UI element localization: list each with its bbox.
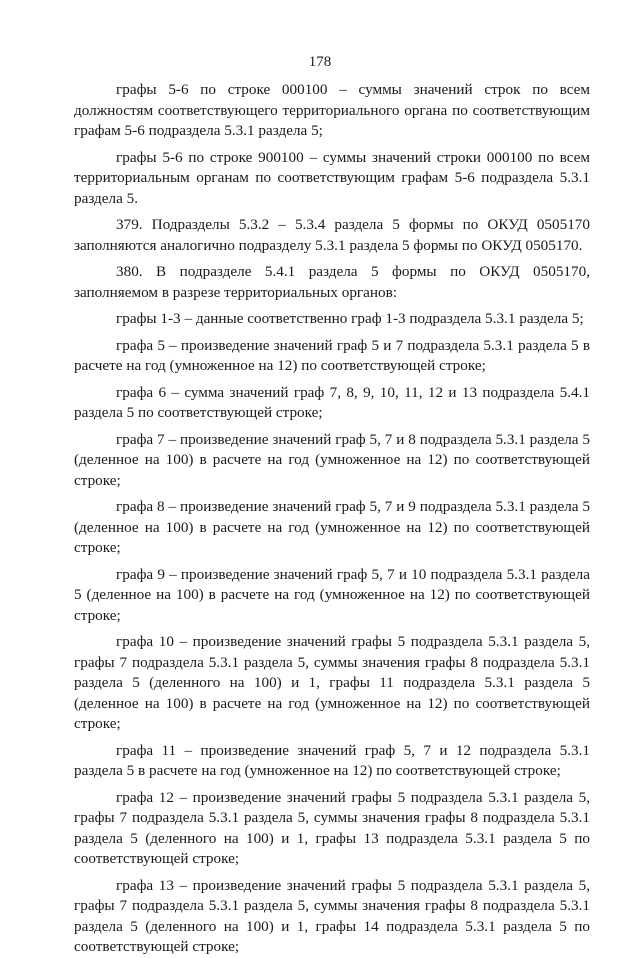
paragraph: графа 5 – произведение значений граф 5 и 7 подраздела 5.3.1 раздела 5 в расчете на год (умноженное на 12) по соответствующей строке;	[74, 336, 590, 374]
paragraph: графа 6 – сумма значений граф 7, 8, 9, 10, 11, 12 и 13 подраздела 5.4.1 раздела 5 по соответствующей строке;	[74, 383, 590, 421]
paragraph: графа 9 – произведение значений граф 5, 7 и 10 подраздела 5.3.1 раздела 5 (деленное на 100) в расчете на год (умноженное на 12) по соответствующей строке;	[74, 565, 590, 624]
paragraph: графа 10 – произведение значений графы 5 подраздела 5.3.1 раздела 5, графы 7 подраздела 5.3.1 раздела 5, суммы значения графы 8 подраздела 5.3.1 раздела 5 (деленного на 100) и 1, графы 11 подраздела 5.3.1 раздела 5 (деленное на 100) в расчете на год (умноженное на 12) по соответствующей строке;	[74, 633, 590, 732]
paragraph: графа 11 – произведение значений граф 5, 7 и 12 подраздела 5.3.1 раздела 5 в расчете на год (умноженное на 12) по соответствующей строке;	[74, 741, 590, 779]
paragraph: графы 1-3 – данные соответственно граф 1-3 подраздела 5.3.1 раздела 5;	[116, 310, 584, 327]
paragraph: графа 12 – произведение значений графы 5 подраздела 5.3.1 раздела 5, графы 7 подраздела 5.3.1 раздела 5, суммы значения графы 8 подраздела 5.3.1 раздела 5 (деленного на 100) и 1, графы 13 подраздела 5.3.1 раздела 5 по соответствующей строке;	[74, 788, 590, 867]
paragraph: графа 13 – произведение значений графы 5 подраздела 5.3.1 раздела 5, графы 7 подраздела 5.3.1 раздела 5, суммы значения графы 8 подраздела 5.3.1 раздела 5 (деленного на 100) и 1, графы 14 подраздела 5.3.1 раздела 5 по соответствующей строке;	[74, 876, 590, 955]
paragraph: графа 7 – произведение значений граф 5, 7 и 8 подраздела 5.3.1 раздела 5 (деленное на 100) в расчете на год (умноженное на 12) по соответствующей строке;	[74, 430, 590, 489]
page-number: 178	[308, 54, 332, 70]
paragraph: 380. В подразделе 5.4.1 раздела 5 формы по ОКУД 0505170, заполняемом в разрезе территориальных органов:	[74, 263, 590, 301]
paragraph: графы 5-6 по строке 900100 – суммы значений строки 000100 по всем территориальным органам по соответствующим графам 5-6 подраздела 5.3.1 раздела 5.	[74, 148, 590, 207]
paragraph: 379. Подразделы 5.3.2 – 5.3.4 раздела 5 формы по ОКУД 0505170 заполняются аналогично подразделу 5.3.1 раздела 5 формы по ОКУД 0505170.	[74, 216, 590, 254]
paragraph: графы 5-6 по строке 000100 – суммы значений строк по всем должностям соответствующего территориального органа по соответствующим графам 5-6 подраздела 5.3.1 раздела 5;	[74, 81, 590, 139]
body-text	[74, 80, 590, 958]
paragraph: графа 8 – произведение значений граф 5, 7 и 9 подраздела 5.3.1 раздела 5 (деленное на 100) в расчете на год (умноженное на 12) по соответствующей строке;	[74, 498, 590, 556]
